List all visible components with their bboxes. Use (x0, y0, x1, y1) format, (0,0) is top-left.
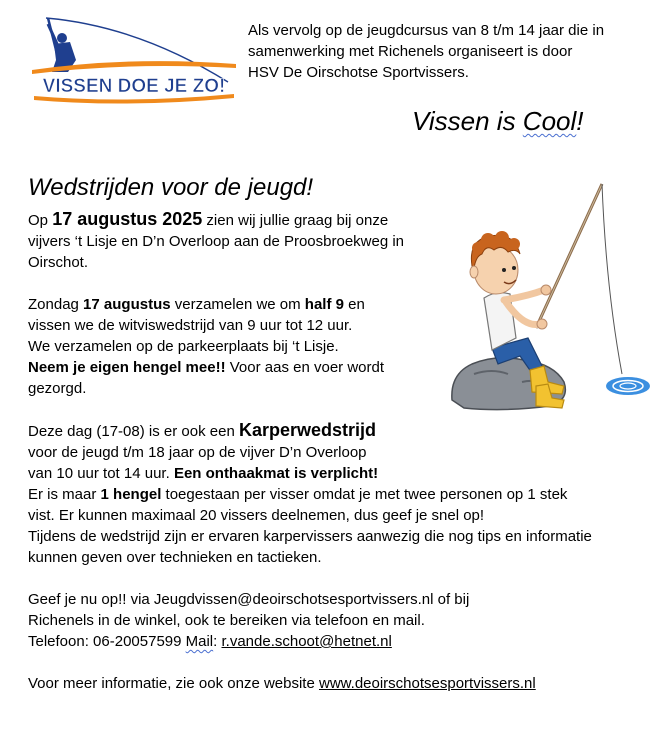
logo-text: VISSEN DOE JE ZO! (42, 76, 226, 97)
phone-number: Telefoon: 06-20057599 (28, 633, 186, 650)
bold-notice: Een onthaakmat is verplicht! (173, 465, 379, 482)
text: We verzamelen op de parkeerplaats bij ‘t Lisje. (28, 338, 339, 355)
mail-link[interactable]: r.vande.schoot@hetnet.nl (221, 633, 392, 650)
intro-line: samenwerking met Richenels organiseert is door (248, 43, 573, 60)
text: Richenels in de winkel, ook te bereiken via telefoon en mail. (28, 612, 425, 629)
bold-time: half 9 (304, 296, 344, 313)
mail-label: Mail (185, 633, 214, 650)
slogan-post: ! (576, 106, 584, 136)
text: verzamelen we om (170, 296, 305, 313)
bold-date: 17 augustus (83, 296, 171, 313)
text: Zondag (28, 296, 84, 313)
text: toegestaan per visser omdat je met twee personen op 1 stek (161, 486, 568, 503)
intro-line: Als vervolg op de jeugdcursus van 8 t/m 14 jaar die in (248, 22, 605, 39)
text: en (343, 296, 365, 313)
paragraph-date (28, 209, 438, 273)
text: Deze dag (17-08) is er ook een (28, 423, 239, 440)
paragraph-signup (28, 589, 658, 652)
boy-fishing-illustration (444, 178, 654, 412)
paragraph-website (28, 673, 658, 694)
text: Er is maar (28, 486, 101, 503)
text: : (213, 633, 222, 650)
bold-rod: 1 hengel (100, 486, 162, 503)
slogan-cool-word: Cool (522, 106, 577, 136)
text: kunnen geven over technieken en tactieken. (28, 549, 322, 566)
text: Op (28, 212, 53, 229)
text: zien wij jullie graag bij onze (202, 212, 389, 229)
intro-text (248, 20, 648, 83)
paragraph-karper (28, 420, 658, 568)
slogan-pre: Vissen is (412, 106, 523, 136)
text: Voor meer informatie, zie ook onze website (28, 675, 319, 692)
text: vissen we de witviswedstrijd van 9 uur tot 12 uur. (28, 317, 353, 334)
karper-title: Karperwedstrijd (238, 420, 376, 440)
club-logo (28, 12, 240, 104)
text: Oirschot. (28, 254, 89, 271)
bold-notice: Neem je eigen hengel mee!! (28, 359, 226, 376)
text: vijvers ‘t Lisje en D’n Overloop aan de Proosbroekweg in (28, 233, 405, 250)
text: van 10 uur tot 14 uur. (28, 465, 174, 482)
intro-line: HSV De Oirschotse Sportvissers. (248, 64, 469, 81)
text: Tijdens de wedstrijd zijn er ervaren karpervissers aanwezig die nog tips en informatie (28, 528, 592, 545)
website-link[interactable]: www.deoirschotsesportvissers.nl (318, 675, 536, 692)
text: Voor aas en voer wordt (225, 359, 385, 376)
slogan (412, 106, 584, 137)
text: vist. Er kunnen maximaal 20 vissers deelnemen, dus geef je snel op! (28, 507, 485, 524)
text: Geef je nu op!! via Jeugdvissen@deoirschotsesportvissers.nl of bij (28, 591, 470, 608)
event-date: 17 augustus 2025 (52, 209, 203, 229)
page-heading: Wedstrijden voor de jeugd! (28, 174, 314, 201)
paragraph-witvis (28, 294, 438, 399)
text: gezorgd. (28, 380, 87, 397)
text: voor de jeugd t/m 18 jaar op de vijver D’n Overloop (28, 444, 367, 461)
